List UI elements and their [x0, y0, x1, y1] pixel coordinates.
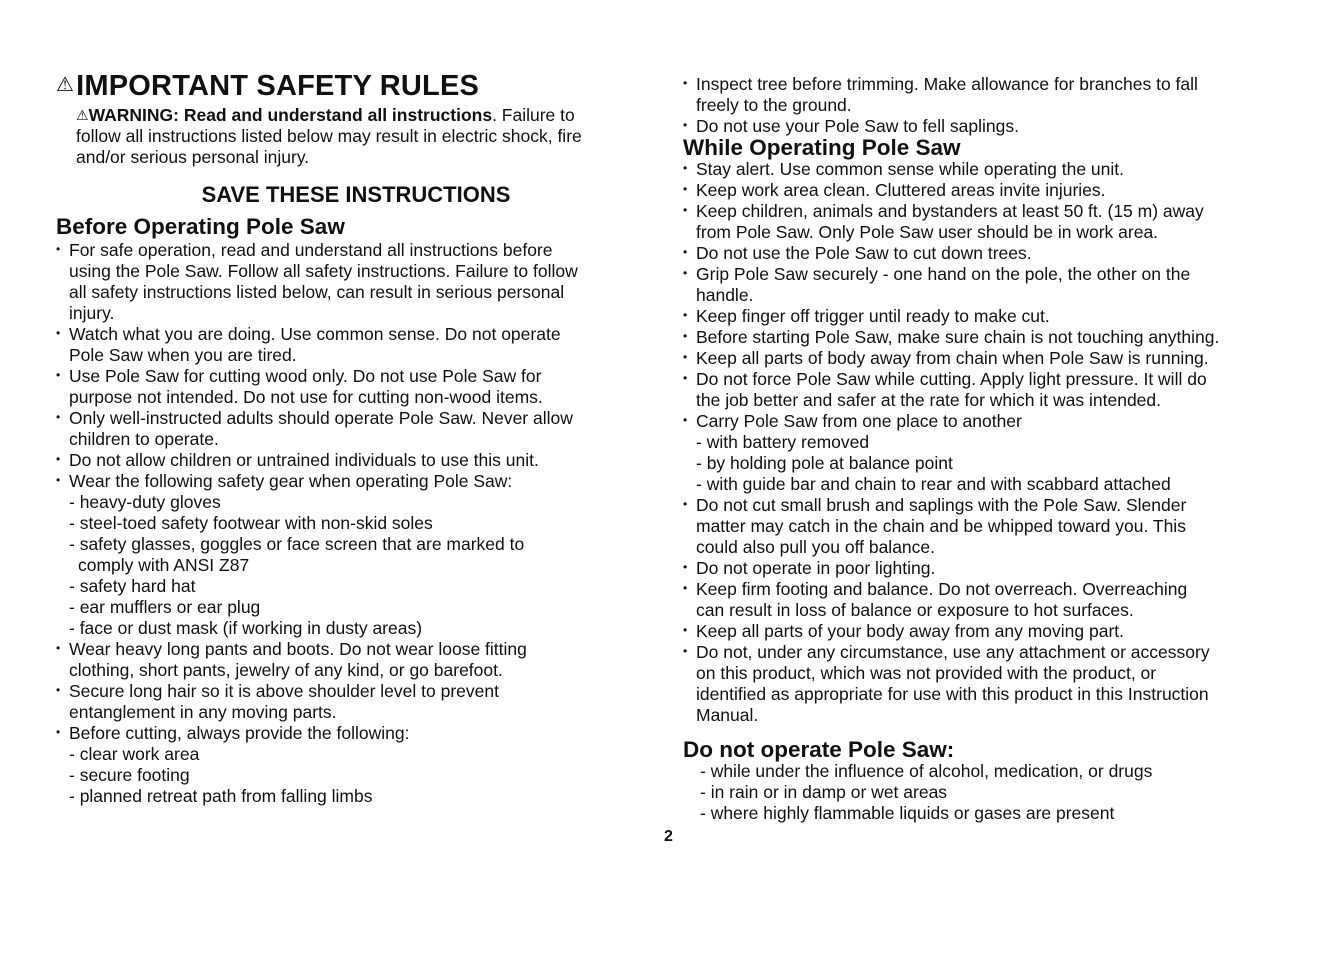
list-item-line: Wear the following safety gear when operating Pole Saw:	[69, 471, 513, 491]
bullet-icon: •	[56, 326, 61, 340]
list-item-line: For safe operation, read and understand all instructions before	[69, 240, 553, 260]
list-item-line: - ear mufflers or ear plug	[69, 597, 261, 617]
list-item-line: entanglement in any moving parts.	[69, 702, 337, 722]
bullet-icon: •	[683, 76, 688, 90]
warning-triangle-icon: ⚠	[76, 107, 89, 123]
bullet-icon: •	[683, 308, 688, 322]
list-item-line: Keep firm footing and balance. Do not overreach. Overreaching	[696, 579, 1188, 599]
bullet-icon: •	[683, 245, 688, 259]
list-item	[56, 681, 646, 723]
tree-inspection-list	[683, 74, 1303, 137]
list-item-line: - planned retreat path from falling limbs	[69, 786, 373, 806]
bullet-icon: •	[683, 266, 688, 280]
list-item-line: Pole Saw when you are tired.	[69, 345, 297, 365]
list-item-line: - safety hard hat	[69, 576, 196, 596]
list-item: - in rain or in damp or wet areas	[700, 782, 948, 802]
list-item-line: - heavy-duty gloves	[69, 492, 221, 512]
list-item-line: Carry Pole Saw from one place to another	[696, 411, 1022, 431]
list-item	[683, 159, 1303, 180]
while-operating-heading: While Operating Pole Saw	[683, 135, 961, 160]
list-item-line: freely to the ground.	[696, 95, 852, 115]
list-item	[683, 116, 1303, 137]
list-item	[683, 411, 1303, 495]
list-item-line: from Pole Saw. Only Pole Saw user should be in work area.	[696, 222, 1159, 242]
list-item-line: comply with ANSI Z87	[78, 555, 250, 575]
list-item-line: Use Pole Saw for cutting wood only. Do not use Pole Saw for	[69, 366, 542, 386]
list-item-line: matter may catch in the chain and be whipped toward you. This	[696, 516, 1186, 536]
list-item-line: - steel-toed safety footwear with non-skid soles	[69, 513, 433, 533]
list-item-line: Only well-instructed adults should operate Pole Saw. Never allow	[69, 408, 573, 428]
list-item	[683, 558, 1303, 579]
bullet-icon: •	[56, 242, 61, 256]
list-item	[683, 74, 1303, 116]
list-item-line: Stay alert. Use common sense while operating the unit.	[696, 159, 1124, 179]
list-item-line: Keep finger off trigger until ready to make cut.	[696, 306, 1050, 326]
bullet-icon: •	[683, 329, 688, 343]
list-item-line: the job better and safer at the rate for which it was intended.	[696, 390, 1161, 410]
list-item-line: Watch what you are doing. Use common sense. Do not operate	[69, 324, 561, 344]
list-item-line: injury.	[69, 303, 115, 323]
list-item-line: children to operate.	[69, 429, 219, 449]
page-title	[56, 70, 479, 103]
save-instructions-heading: SAVE THESE INSTRUCTIONS	[201, 182, 511, 207]
page-title-text: IMPORTANT SAFETY RULES	[76, 70, 480, 102]
bullet-icon: •	[56, 473, 61, 487]
list-item-line: - clear work area	[69, 744, 200, 764]
list-item	[56, 324, 646, 366]
bullet-icon: •	[56, 368, 61, 382]
list-item-line: identified as appropriate for use with this product in this Instruction	[696, 684, 1209, 704]
warning-text-1: . Failure to	[492, 105, 575, 125]
list-item: - where highly flammable liquids or gases are present	[700, 803, 1115, 823]
bullet-icon: •	[683, 644, 688, 658]
bullet-icon: •	[683, 182, 688, 196]
list-item-line: Manual.	[696, 705, 759, 725]
bullet-icon: •	[683, 560, 688, 574]
list-item-line: - by holding pole at balance point	[696, 453, 953, 473]
list-item	[56, 723, 646, 807]
list-item-line: - face or dust mask (if working in dusty areas)	[69, 618, 423, 638]
warning-text-2: follow all instructions listed below may result in electric shock, fire	[76, 126, 582, 146]
list-item	[56, 240, 646, 324]
list-item-line: Keep children, animals and bystanders at least 50 ft. (15 m) away	[696, 201, 1204, 221]
bullet-icon: •	[683, 413, 688, 427]
warning-block	[76, 105, 656, 168]
list-item-line: - safety glasses, goggles or face screen that are marked to	[69, 534, 525, 554]
list-item-line: - with guide bar and chain to rear and with scabbard attached	[696, 474, 1171, 494]
list-item-line: Keep work area clean. Cluttered areas invite injuries.	[696, 180, 1106, 200]
bullet-icon: •	[56, 452, 61, 466]
list-item	[683, 264, 1303, 306]
list-item-line: Do not force Pole Saw while cutting. Apply light pressure. It will do	[696, 369, 1207, 389]
before-operating-list	[56, 240, 646, 807]
list-item-line: Keep all parts of body away from chain when Pole Saw is running.	[696, 348, 1209, 368]
bullet-icon: •	[56, 410, 61, 424]
list-item	[683, 621, 1303, 642]
bullet-icon: •	[56, 725, 61, 739]
warning-label: WARNING: Read and understand all instructions	[88, 105, 493, 125]
list-item-line: - secure footing	[69, 765, 190, 785]
bullet-icon: •	[683, 497, 688, 511]
list-item-line: can result in loss of balance or exposure to hot surfaces.	[696, 600, 1134, 620]
list-item-line: all safety instructions listed below, can result in serious personal	[69, 282, 565, 302]
list-item-line: using the Pole Saw. Follow all safety instructions. Failure to follow	[69, 261, 578, 281]
list-item	[683, 495, 1303, 558]
list-item-line: handle.	[696, 285, 754, 305]
list-item	[683, 369, 1303, 411]
bullet-icon: •	[683, 350, 688, 364]
bullet-icon: •	[56, 641, 61, 655]
list-item	[683, 201, 1303, 243]
list-item-line: Wear heavy long pants and boots. Do not wear loose fitting	[69, 639, 527, 659]
before-operating-heading: Before Operating Pole Saw	[56, 214, 345, 239]
list-item-line: could also pull you off balance.	[696, 537, 936, 557]
bullet-icon: •	[683, 161, 688, 175]
list-item	[683, 579, 1303, 621]
list-item-line: Keep all parts of your body away from any moving part.	[696, 621, 1124, 641]
list-item-line: Do not use your Pole Saw to fell saplings.	[696, 116, 1019, 136]
list-item-line: Inspect tree before trimming. Make allowance for branches to fall	[696, 74, 1198, 94]
list-item	[683, 327, 1303, 348]
bullet-icon: •	[683, 203, 688, 217]
warning-text-3: and/or serious personal injury.	[76, 147, 310, 167]
list-item-line: Secure long hair so it is above shoulder level to prevent	[69, 681, 499, 701]
list-item-line: Do not operate in poor lighting.	[696, 558, 936, 578]
list-item	[683, 348, 1303, 369]
bullet-icon: •	[683, 581, 688, 595]
list-item	[56, 450, 646, 471]
list-item-line: Do not use the Pole Saw to cut down trees.	[696, 243, 1032, 263]
page-number: 2	[664, 828, 673, 845]
list-item-line: Do not allow children or untrained individuals to use this unit.	[69, 450, 539, 470]
bullet-icon: •	[683, 118, 688, 132]
list-item-line: - with battery removed	[696, 432, 870, 452]
list-item-line: Before cutting, always provide the following:	[69, 723, 410, 743]
list-item-line: on this product, which was not provided with the product, or	[696, 663, 1157, 683]
list-item	[683, 243, 1303, 264]
bullet-icon: •	[683, 371, 688, 385]
do-not-operate-heading: Do not operate Pole Saw:	[683, 737, 955, 762]
list-item-line: Do not cut small brush and saplings with the Pole Saw. Slender	[696, 495, 1187, 515]
bullet-icon: •	[683, 623, 688, 637]
bullet-icon: •	[56, 683, 61, 697]
list-item	[683, 642, 1303, 726]
list-item	[56, 408, 646, 450]
list-item	[683, 306, 1303, 327]
while-operating-list	[683, 159, 1303, 726]
list-item-line: Do not, under any circumstance, use any attachment or accessory	[696, 642, 1210, 662]
list-item	[683, 180, 1303, 201]
list-item-line: clothing, short pants, jewelry of any kind, or go barefoot.	[69, 660, 503, 680]
list-item: - while under the influence of alcohol, medication, or drugs	[700, 761, 1153, 781]
warning-triangle-icon: ⚠	[56, 74, 75, 96]
list-item-line: Grip Pole Saw securely - one hand on the pole, the other on the	[696, 264, 1191, 284]
do-not-operate-list	[700, 761, 1152, 824]
list-item	[56, 366, 646, 408]
list-item	[56, 639, 646, 681]
list-item-line: purpose not intended. Do not use for cutting non-wood items.	[69, 387, 543, 407]
list-item	[56, 471, 646, 639]
list-item-line: Before starting Pole Saw, make sure chain is not touching anything.	[696, 327, 1220, 347]
